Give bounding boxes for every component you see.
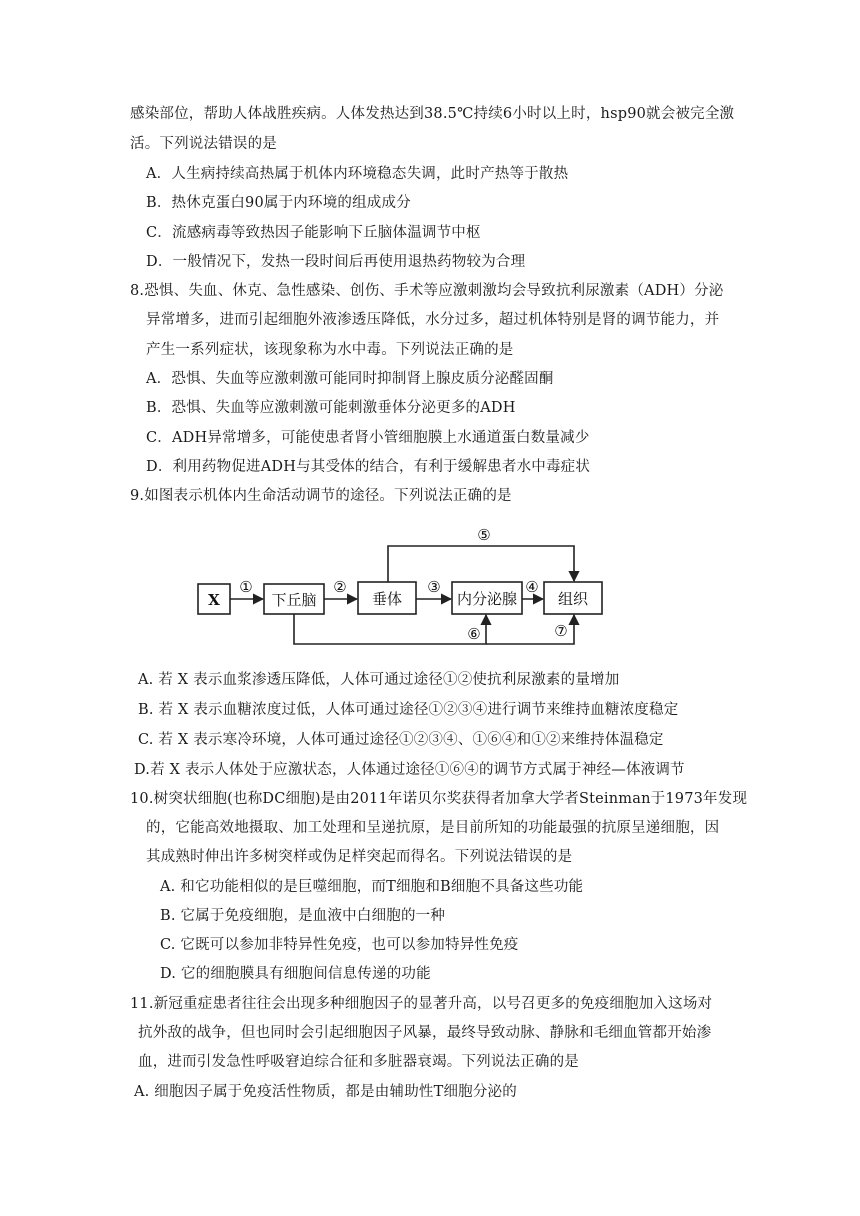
regulation-pathway-diagram [190, 518, 610, 652]
q11-stem-line1: 11.新冠重症患者往往会出现多种细胞因子的显著升高，以号召更多的免疫细胞加入这场对 [130, 996, 713, 1012]
q9-option-a: A. 若 X 表示血浆渗透压降低，人体可通过途径①②使抗利尿激素的量增加 [138, 672, 620, 688]
label-7: ⑦ [554, 622, 568, 640]
q7-option-c: C．流感病毒等致热因子能影响下丘脑体温调节中枢 [146, 225, 481, 241]
q7-option-d: D．一般情况下，发热一段时间后再使用退热药物较为合理 [146, 254, 526, 270]
q9-option-b: B. 若 X 表示血糖浓度过低，人体可通过途径①②③④进行调节来维持血糖浓度稳定 [138, 702, 679, 718]
q8-option-a: A．恐惧、失血等应激刺激可能同时抑制肾上腺皮质分泌醛固酮 [146, 371, 554, 387]
label-1: ① [239, 578, 253, 596]
q9-stem: 9.如图表示机体内生命活动调节的途径。下列说法正确的是 [130, 488, 512, 504]
q10-option-c: C. 它既可以参加非特异性免疫，也可以参加特异性免疫 [160, 937, 519, 953]
q10-stem-line3: 其成熟时伸出许多树突样或伪足样突起而得名。下列说法错误的是 [146, 849, 573, 865]
q11-option-a: A. 细胞因子属于免疫活性物质，都是由辅助性T细胞分泌的 [134, 1084, 517, 1100]
q8-option-d: D．利用药物促进ADH与其受体的结合，有利于缓解患者水中毒症状 [146, 459, 591, 475]
q8-option-b: B．恐惧、失血等应激刺激可能刺激垂体分泌更多的ADH [146, 400, 516, 416]
arrow-5 [388, 546, 574, 582]
q10-option-a: A. 和它功能相似的是巨噬细胞，而T细胞和B细胞不具备这些功能 [160, 879, 584, 895]
q10-option-d: D. 它的细胞膜具有细胞间信息传递的功能 [160, 966, 431, 982]
label-3: ③ [427, 578, 441, 596]
node-hypothalamus-label: 下丘脑 [271, 591, 317, 609]
q9-option-c: C. 若 X 表示寒冷环境，人体可通过途径①②③④、①⑥④和①②来维持体温稳定 [138, 732, 664, 748]
q10-stem-line2: 的，它能高效地摄取、加工处理和呈递抗原，是目前所知的功能最强的抗原呈递细胞，因 [146, 820, 720, 836]
label-6: ⑥ [467, 625, 481, 643]
q7-stem-line1: 感染部位，帮助人体战胜疾病。人体发热达到38.5℃持续6小时以上时，hsp90就会被完全激 [130, 106, 735, 122]
q10-stem-line1: 10.树突状细胞(也称DC细胞)是由2011年诺贝尔奖获得者加拿大学者Steinman于1973年发现 [130, 791, 748, 807]
node-tissue-label: 组织 [557, 590, 589, 608]
label-2: ② [333, 578, 347, 596]
q11-stem-line3: 血，进而引发急性呼吸窘迫综合征和多脏器衰竭。下列说法正确的是 [138, 1054, 579, 1070]
q10-option-b: B. 它属于免疫细胞，是血液中白细胞的一种 [160, 908, 446, 924]
node-pituitary-label: 垂体 [371, 590, 403, 608]
q7-stem-line2: 活。下列说法错误的是 [130, 136, 277, 152]
q9-option-d: D.若 X 表示人体处于应激状态，人体通过途径①⑥④的调节方式属于神经—体液调节 [134, 762, 685, 778]
q11-stem-line2: 抗外敌的战争，但也同时会引起细胞因子风暴，最终导致动脉、静脉和毛细血管都开始渗 [138, 1025, 712, 1041]
q8-stem-line2: 异常增多，进而引起细胞外液渗透压降低，水分过多，超过机体特别是肾的调节能力，并 [146, 312, 720, 328]
node-endocrine-label: 内分泌腺 [456, 590, 518, 608]
q8-stem-line1: 8.恐惧、失血、休克、急性感染、创伤、手术等应激刺激均会导致抗利尿激素（ADH）分泌 [130, 283, 724, 299]
label-4: ④ [525, 578, 539, 596]
node-x-label: X [208, 591, 220, 609]
arrow-6-path [294, 614, 486, 644]
q8-stem-line3: 产生一系列症状，该现象称为水中毒。下列说法正确的是 [146, 342, 514, 358]
q8-option-c: C．ADH异常增多，可能使患者肾小管细胞膜上水通道蛋白数量减少 [146, 430, 590, 446]
label-5: ⑤ [477, 526, 491, 544]
q7-option-b: B．热休克蛋白90属于内环境的组成成分 [146, 195, 411, 211]
q7-option-a: A．人生病持续高热属于机体内环境稳态失调，此时产热等于散热 [146, 166, 569, 182]
